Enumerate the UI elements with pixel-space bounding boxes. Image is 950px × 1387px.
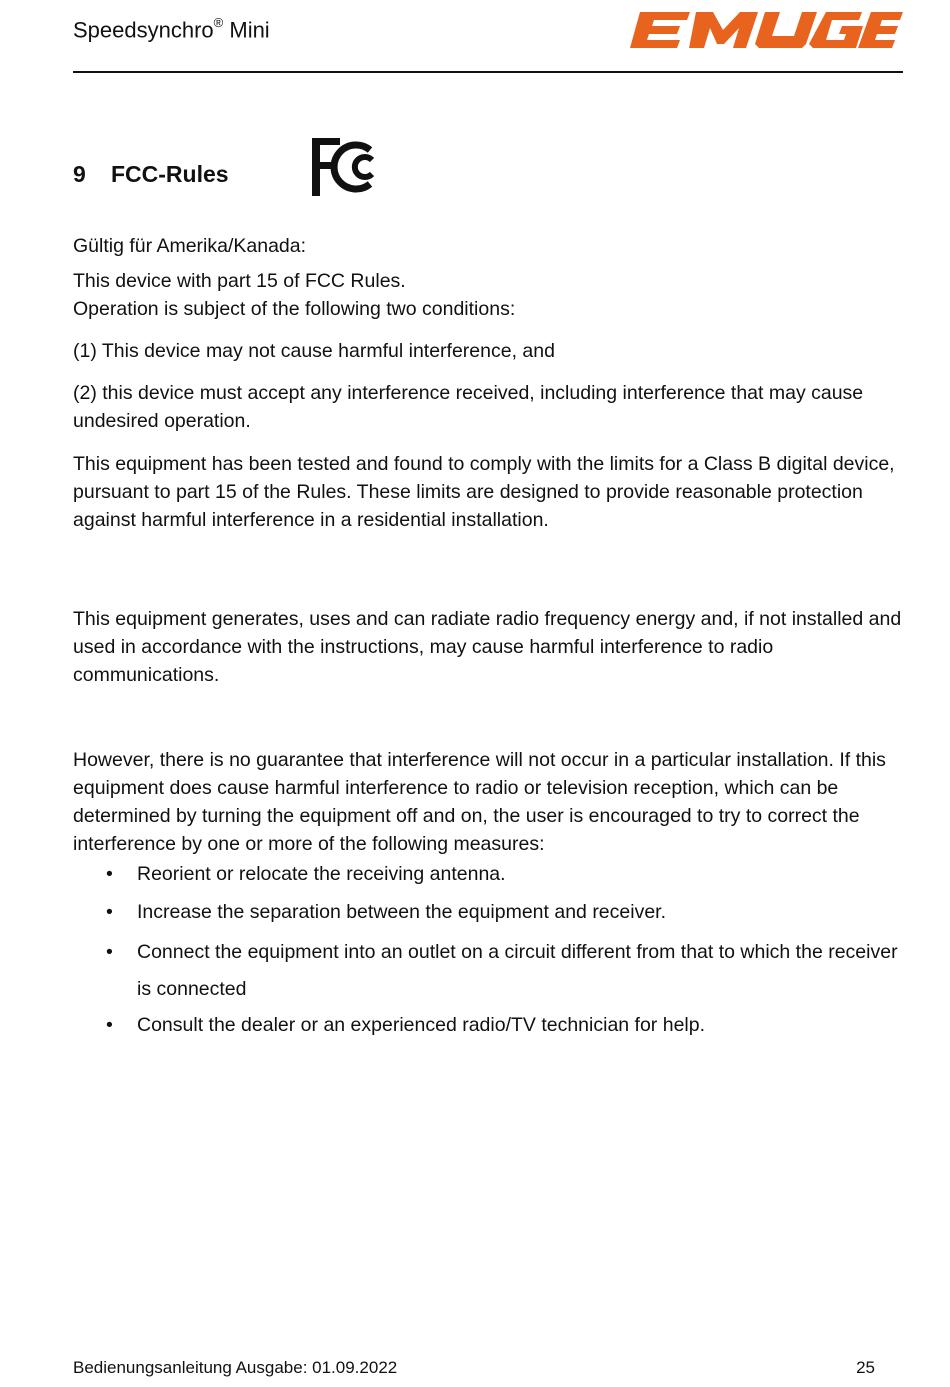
list-item bbox=[73, 858, 903, 890]
measure-text: Consult the dealer or an experienced radio/TV technician for help. bbox=[137, 1014, 706, 1036]
emuge-logo-letters bbox=[630, 12, 903, 48]
document-title bbox=[73, 10, 270, 45]
list-item bbox=[73, 934, 903, 1008]
footer-edition: Bedienungsanleitung Ausgabe: 01.09.2022 bbox=[73, 1358, 398, 1377]
compliance-line-1: This device with part 15 of FCC Rules. bbox=[73, 270, 406, 292]
measure-text: Reorient or relocate the receiving antenna. bbox=[137, 863, 506, 885]
measure-text: Increase the separation between the equipment and receiver. bbox=[137, 901, 667, 923]
measures-list bbox=[73, 858, 903, 1041]
bullet-icon: • bbox=[106, 941, 113, 963]
emuge-logo bbox=[630, 12, 903, 48]
header-divider bbox=[73, 71, 903, 73]
title-suffix: Mini bbox=[223, 17, 270, 43]
page-number: 25 bbox=[856, 1358, 875, 1377]
section-number: 9 bbox=[73, 161, 86, 187]
section-title: FCC-Rules bbox=[111, 161, 229, 187]
bullet-icon: • bbox=[106, 863, 113, 885]
condition-2: (2) this device must accept any interference received, including interference that may cause undesired operation. bbox=[73, 382, 864, 432]
condition-1: (1) This device may not cause harmful interference, and bbox=[73, 340, 555, 362]
bullet-icon: • bbox=[106, 1014, 113, 1036]
section-heading bbox=[73, 158, 229, 190]
registered-mark: ® bbox=[213, 15, 224, 30]
list-item bbox=[73, 896, 903, 928]
validity-text: Gültig für Amerika/Kanada: bbox=[73, 235, 307, 257]
title-text: Speedsynchro bbox=[73, 17, 214, 43]
fcc-logo-icon bbox=[310, 136, 384, 198]
measure-text: Connect the equipment into an outlet on a circuit different from that to which the receiver is connected bbox=[137, 941, 898, 1000]
guarantee-paragraph: However, there is no guarantee that interference will not occur in a particular installation. If this equipment does cause harmful interference to radio or television reception, which can be determined by turning the equipment off and on, the user is encouraged to try to correct the interference by one or more of the following measures: bbox=[73, 749, 886, 855]
bullet-icon: • bbox=[106, 901, 113, 923]
list-item bbox=[73, 1009, 903, 1041]
compliance-line-2: Operation is subject of the following two conditions: bbox=[73, 298, 516, 320]
radiate-paragraph: This equipment generates, uses and can radiate radio frequency energy and, if not installed and used in accordance with the instructions, may cause harmful interference to radio communications. bbox=[73, 608, 902, 686]
class-b-paragraph: This equipment has been tested and found to comply with the limits for a Class B digital device, pursuant to part 15 of the Rules. These limits are designed to provide reasonable protection against harmful interference in a residential installation. bbox=[73, 453, 895, 531]
